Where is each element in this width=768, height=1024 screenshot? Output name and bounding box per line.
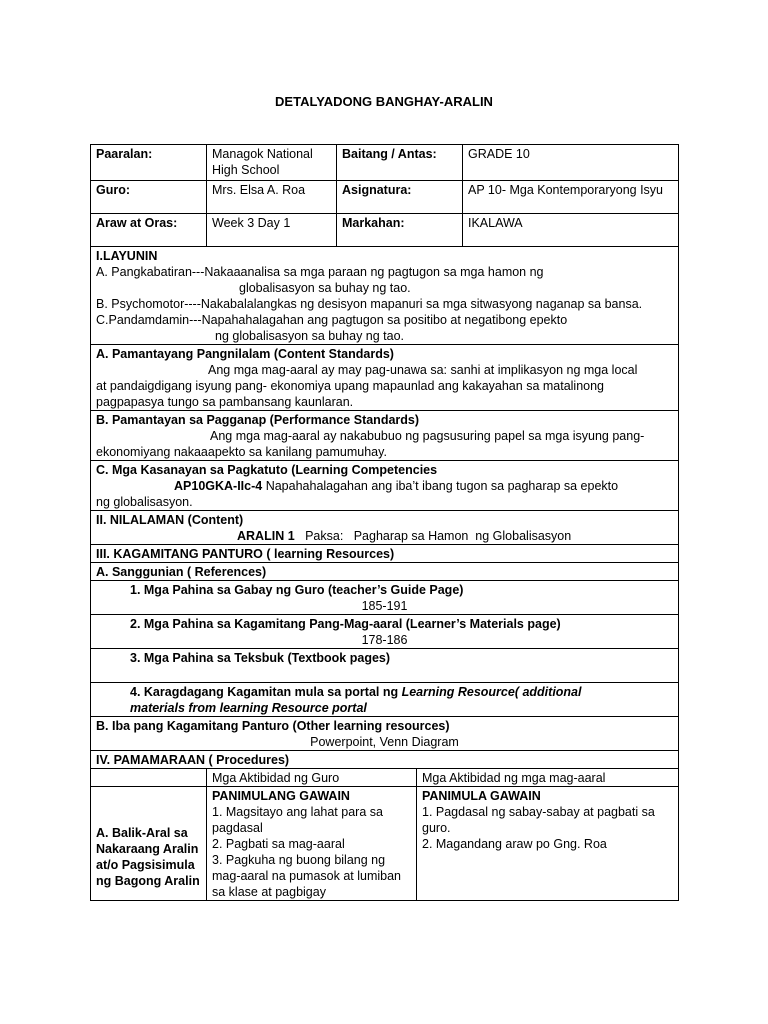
content-cell	[91, 511, 679, 545]
quarter-value: IKALAWA	[463, 214, 679, 247]
teacher-activity-1: 1. Magsitayo ang lahat para sa pagdasal	[212, 805, 383, 835]
content-heading: II. NILALAMAN (Content)	[96, 513, 244, 527]
textbook-pages	[96, 666, 673, 682]
content-lesson-line	[96, 528, 673, 544]
subject-value: AP 10- Mga Kontemporaryong Isyu	[463, 181, 679, 214]
procedures-column-header-row	[91, 769, 679, 787]
references-row	[91, 563, 679, 581]
review-label: A. Balik-Aral sa Nakaraang Aralin at/o Pagsisimula ng Bagong Aralin	[91, 787, 207, 901]
objectives-cell	[91, 247, 679, 345]
performance-standards-row	[91, 411, 679, 461]
grade-value: GRADE 10	[463, 145, 679, 181]
grade-label: Baitang / Antas:	[337, 145, 463, 181]
teacher-activities-cell	[207, 787, 417, 901]
school-label: Paaralan:	[91, 145, 207, 181]
learner-materials-cell	[91, 615, 679, 649]
teacher-guide-cell	[91, 581, 679, 615]
resources-heading: III. KAGAMITANG PANTURO ( learning Resources)	[91, 545, 679, 563]
competencies-cell	[91, 461, 679, 511]
performance-standards-cell	[91, 411, 679, 461]
textbook-cell	[91, 649, 679, 683]
objective-a-cont: globalisasyon sa buhay ng tao.	[239, 281, 411, 295]
other-resources-cell	[91, 717, 679, 751]
competency-code: AP10GKA-IIc-4	[174, 479, 263, 493]
objective-a: A. Pangkabatiran---Nakaaanalisa sa mga paraan ng pagtugon sa mga hamon ng	[96, 265, 544, 279]
objective-c: C.Pandamdamin---Napahahalagahan ang pagtugon sa positibo at negatibong epekto	[96, 313, 568, 327]
textbook-row	[91, 649, 679, 683]
content-standards-row	[91, 345, 679, 411]
content-standards-heading: A. Pamantayang Pangnilalam (Content Standards)	[96, 347, 394, 361]
teacher-activities-heading: PANIMULANG GAWAIN	[212, 789, 350, 803]
other-resources-row	[91, 717, 679, 751]
performance-standards-heading: B. Pamantayan sa Pagganap (Performance Standards)	[96, 413, 420, 427]
quarter-label: Markahan:	[337, 214, 463, 247]
lesson-topic: Paksa: Pagharap sa Hamon ng Globalisasyon	[294, 529, 572, 543]
learner-materials-label: 2. Mga Pahina sa Kagamitang Pang-Mag-aaral (Learner’s Materials page)	[130, 617, 561, 631]
competency-text: Napahahalagahan ang iba’t ibang tugon sa pagharap sa epekto	[262, 479, 619, 493]
resources-heading-row	[91, 545, 679, 563]
additional-materials-italic: Learning Resource( additional materials from learning Resource portal	[130, 685, 582, 715]
content-row	[91, 511, 679, 545]
teacher-activities-header: Mga Aktibidad ng Guro	[207, 769, 417, 787]
other-resources-label: B. Iba pang Kagamitang Panturo (Other learning resources)	[96, 719, 450, 733]
student-activity-1: 1. Pagdasal ng sabay-sabay at pagbati sa guro.	[422, 805, 655, 835]
teacher-guide-pages: 185-191	[361, 599, 408, 613]
competencies-row	[91, 461, 679, 511]
procedures-heading: IV. PAMAMARAAN ( Procedures)	[91, 751, 679, 769]
content-standards-rest: at pandaigdigang isyung pang- ekonomiya upang mapaunlad ang kakayahan sa matalinong pagpapasya tungo sa pambansang kaunlaran.	[96, 379, 605, 409]
review-row	[91, 787, 679, 901]
lesson-number: ARALIN 1	[237, 529, 295, 543]
student-activities-header: Mga Aktibidad ng mga mag-aaral	[417, 769, 679, 787]
additional-materials-cell	[91, 683, 679, 717]
performance-standards-rest: ekonomiyang nakaaapekto sa kanilang pamumuhay.	[96, 445, 387, 459]
content-standards-text: Ang mga mag-aaral ay may pag-unawa sa: sanhi at implikasyon ng mga local	[208, 363, 638, 377]
header-row-school	[91, 145, 679, 181]
procedures-table	[90, 768, 679, 901]
teacher-label: Guro:	[91, 181, 207, 214]
student-activity-2: 2. Magandang araw po Gng. Roa	[422, 837, 607, 851]
school-value: Managok National High School	[207, 145, 337, 181]
objectives-row	[91, 247, 679, 345]
schedule-value: Week 3 Day 1	[207, 214, 337, 247]
objective-b: B. Psychomotor----Nakabalalangkas ng desisyon mapanuri sa mga sitwasyong naganap sa bansa.	[96, 297, 643, 311]
schedule-label: Araw at Oras:	[91, 214, 207, 247]
content-standards-cell	[91, 345, 679, 411]
student-activities-heading: PANIMULA GAWAIN	[422, 789, 541, 803]
competency-line	[96, 478, 673, 494]
procedures-blank-header	[91, 769, 207, 787]
teacher-guide-label: 1. Mga Pahina sa Gabay ng Guro (teacher’s Guide Page)	[130, 583, 464, 597]
textbook-label: 3. Mga Pahina sa Teksbuk (Textbook pages)	[130, 651, 391, 665]
header-row-teacher	[91, 181, 679, 214]
document-title: DETALYADONG BANGHAY-ARALIN	[275, 94, 493, 109]
subject-label: Asignatura:	[337, 181, 463, 214]
student-activities-cell	[417, 787, 679, 901]
references-heading: A. Sanggunian ( References)	[91, 563, 679, 581]
additional-materials-label	[96, 684, 673, 716]
competency-rest: ng globalisasyon.	[96, 495, 193, 509]
additional-materials-prefix: 4. Karagdagang Kagamitan mula sa portal ng	[130, 685, 402, 699]
teacher-guide-row	[91, 581, 679, 615]
header-row-schedule	[91, 214, 679, 247]
lesson-plan-table	[90, 144, 679, 769]
other-resources-value: Powerpoint, Venn Diagram	[310, 735, 459, 749]
learner-materials-row	[91, 615, 679, 649]
objectives-heading: I.LAYUNIN	[96, 249, 158, 263]
teacher-activity-2: 2. Pagbati sa mag-aaral	[212, 837, 345, 851]
teacher-activity-3: 3. Pagkuha ng buong bilang ng mag-aaral na pumasok at lumiban sa klase at pagbigay	[212, 853, 401, 899]
competencies-heading: C. Mga Kasanayan sa Pagkatuto (Learning Competencies	[96, 463, 438, 477]
performance-standards-text: Ang mga mag-aaral ay nakabubuo ng pagsusuring papel sa mga isyung pang-	[210, 429, 645, 443]
objective-c-cont: ng globalisasyon sa buhay ng tao.	[215, 329, 405, 343]
procedures-heading-row	[91, 751, 679, 769]
additional-materials-row	[91, 683, 679, 717]
learner-materials-pages: 178-186	[361, 633, 408, 647]
teacher-value: Mrs. Elsa A. Roa	[207, 181, 337, 214]
